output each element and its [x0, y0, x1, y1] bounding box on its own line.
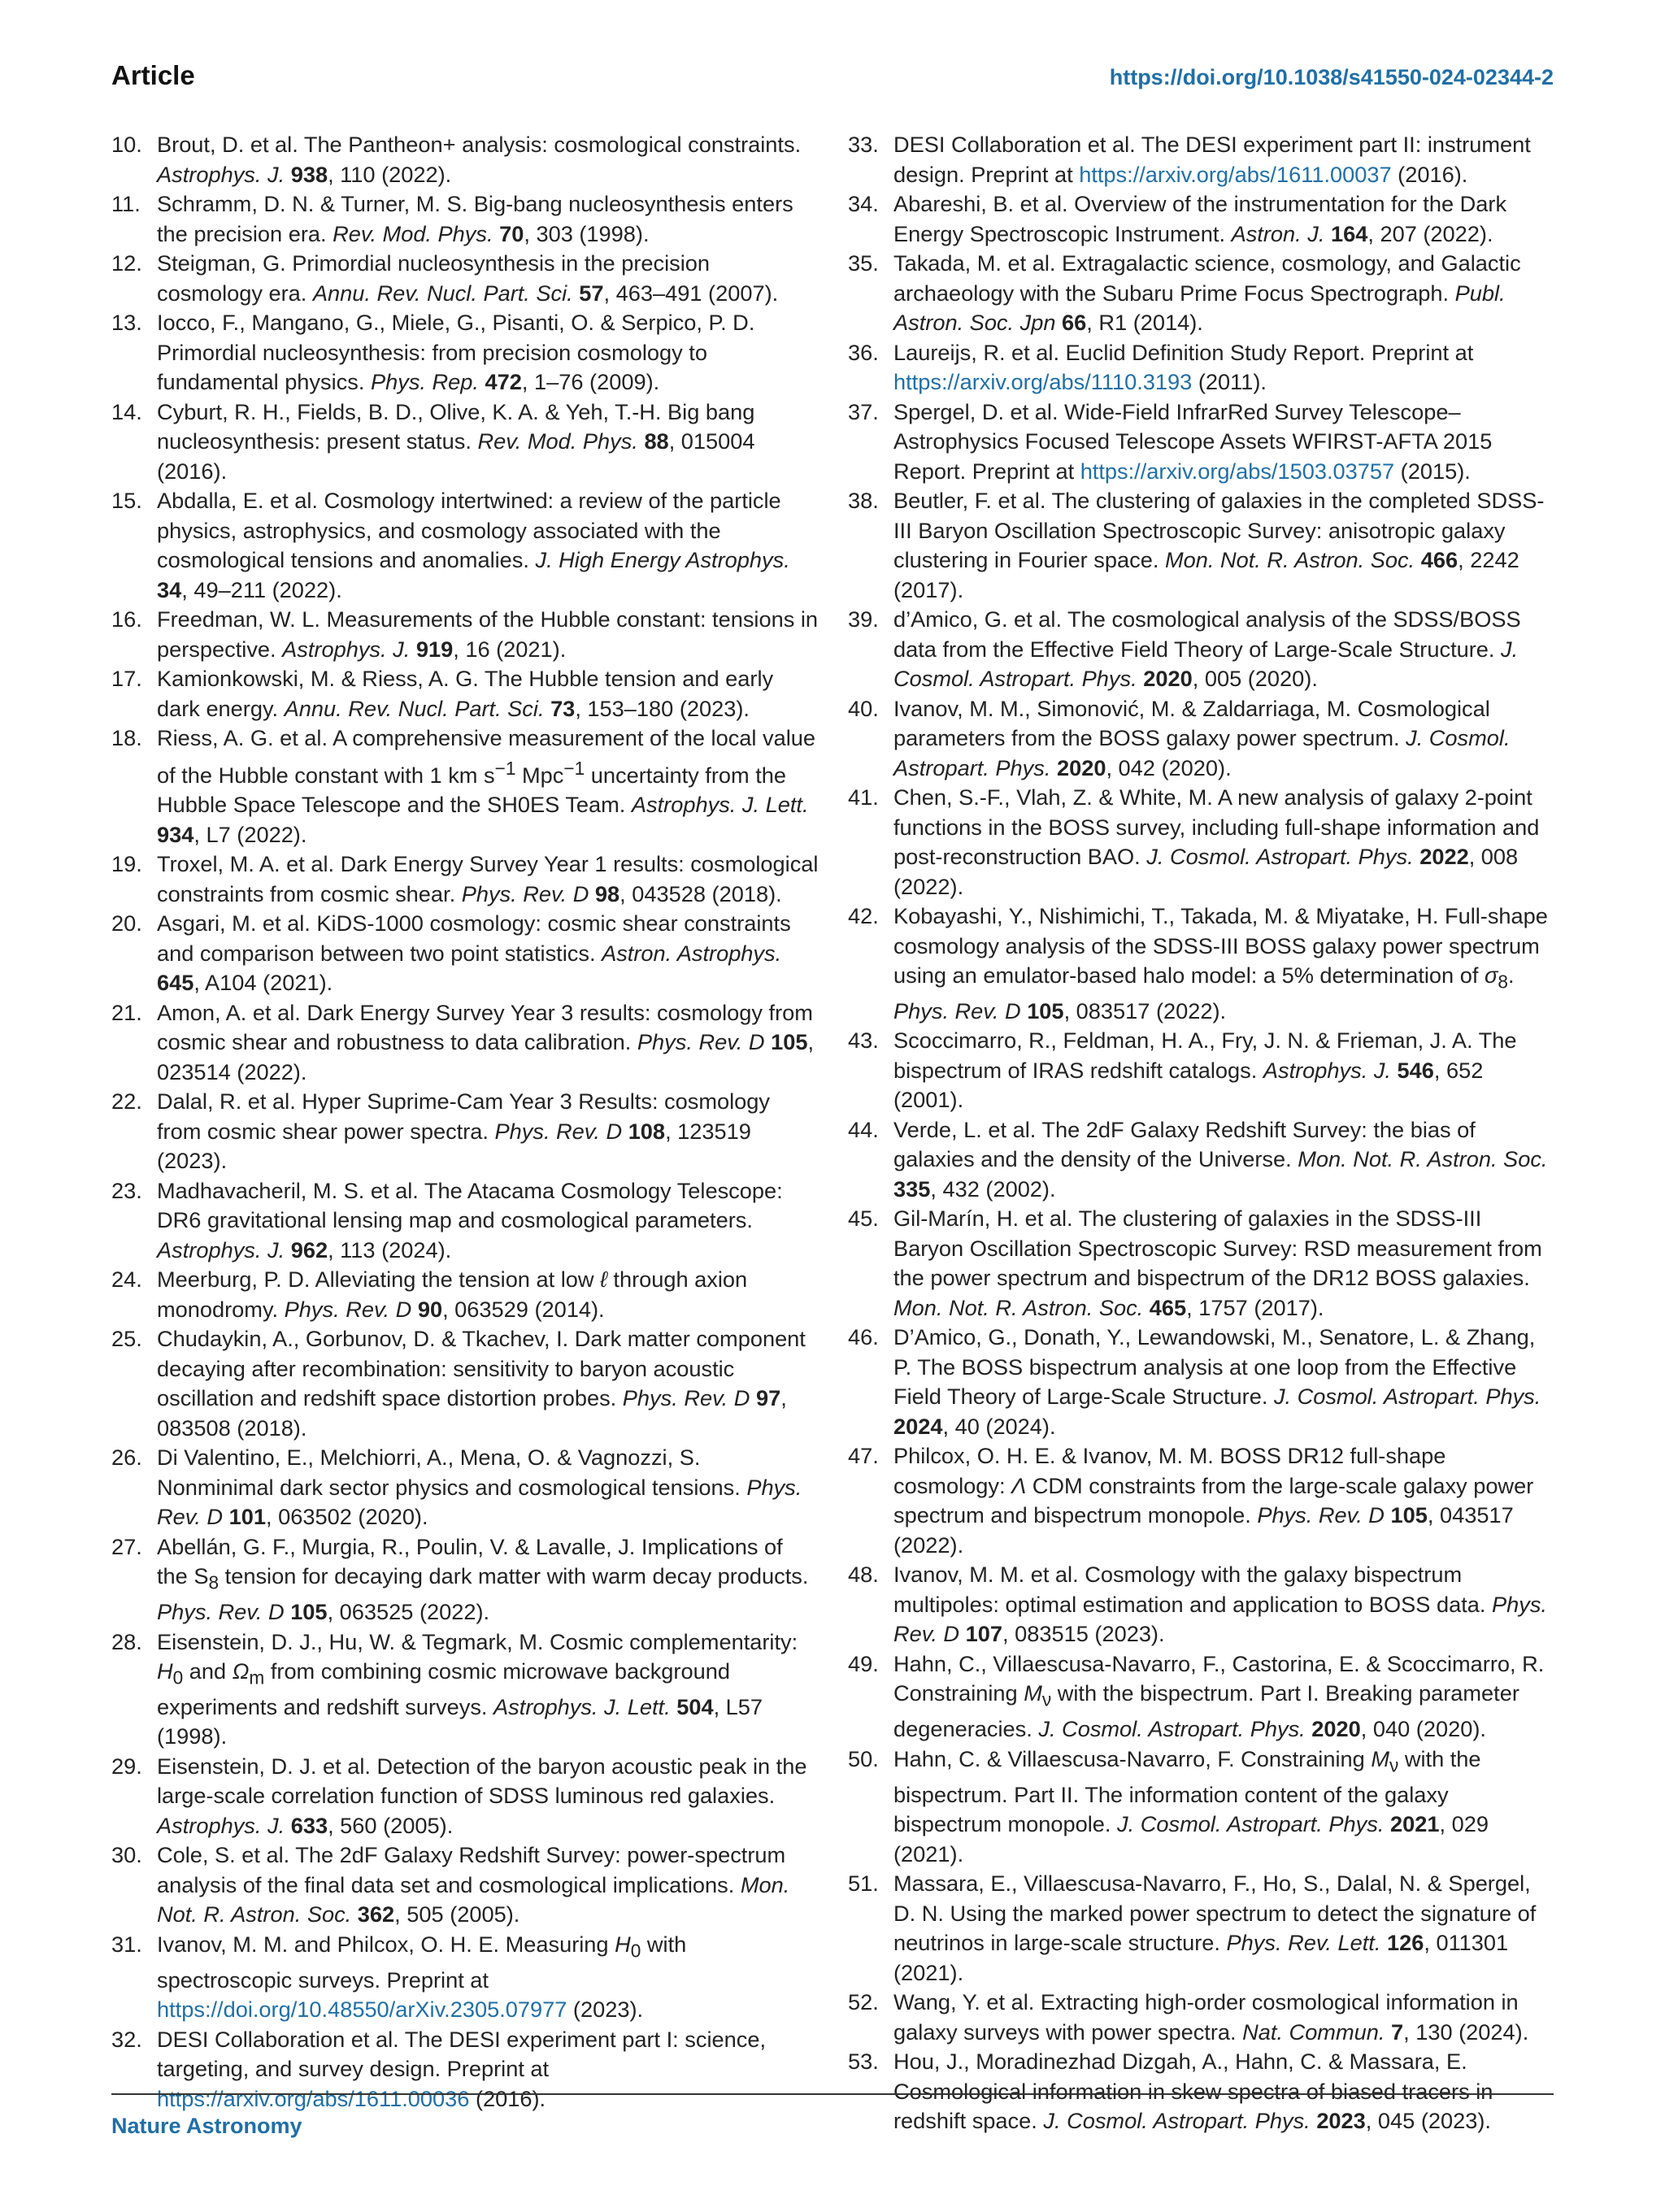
reference-number: 31.	[111, 1931, 142, 1957]
reference-text: Freedman, W. L. Measurements of the Hubble constant: tensions in perspective. Astrophys. J. 919, 16 (2021).	[157, 606, 819, 662]
reference-item	[848, 130, 1555, 189]
reference-number: 48.	[848, 1562, 879, 1588]
reference-item	[111, 724, 819, 850]
reference-item	[848, 486, 1555, 605]
reference-item	[848, 783, 1555, 902]
reference-item	[848, 1869, 1555, 1988]
reference-item	[111, 2025, 819, 2114]
reference-item	[111, 1087, 819, 1176]
reference-item	[111, 1840, 819, 1930]
reference-item	[111, 189, 819, 249]
reference-text: Eisenstein, D. J., Hu, W. & Tegmark, M. Cosmic complementarity: $H_0$ and $\Omega_m$ from combining cosmic microwave background experiments and redshift surveys. Astrophys. J. Lett. 504, L57 (1998).	[157, 1628, 798, 1749]
reference-item	[111, 1627, 819, 1752]
reference-text: Takada, M. et al. Extragalactic science, cosmology, and Galactic archaeology with the Subaru Prime Focus Spectrograph. Publ. Astron. Soc. Jpn 66, R1 (2014).	[893, 250, 1521, 335]
reference-text: Abellán, G. F., Murgia, R., Poulin, V. & Lavalle, J. Implications of the $S_8$ tension for decaying dark matter with warm decay products. Phys. Rev. D 105, 063525 (2022).	[157, 1533, 809, 1624]
reference-item	[848, 189, 1555, 249]
reference-item	[848, 1441, 1555, 1560]
reference-text: Abdalla, E. et al. Cosmology intertwined: a review of the particle physics, astrophysics, and cosmology associated with the cosmological tensions and anomalies. J. High Energy Astrophys. 34, 49–211 (2022).	[157, 488, 790, 602]
reference-item	[848, 1026, 1555, 1115]
reference-number: 46.	[848, 1324, 879, 1350]
reference-item	[848, 398, 1555, 487]
reference-text: Iocco, F., Mangano, G., Miele, G., Pisanti, O. & Serpico, P. D. Primordial nucleosynthesis: from precision cosmology to fundamental physics. Phys. Rep. 472, 1–76 (2009).	[157, 310, 755, 394]
reference-text: Hahn, C. & Villaescusa-Navarro, F. Constraining $M_\nu$ with the bispectrum. Part II. The information content of the galaxy bispectrum monopole. J. Cosmol. Astropart. Phys. 2021, 029 (2021).	[893, 1745, 1489, 1867]
reference-number: 17.	[111, 666, 142, 691]
reference-number: 27.	[111, 1533, 142, 1559]
reference-text: Massara, E., Villaescusa-Navarro, F., Ho, S., Dalal, N. & Spergel, D. N. Using the marked power spectrum to detect the signature of neutrinos in large-scale structure. Phys. Rev. Lett. 126, 011301 (2021).	[893, 1871, 1537, 1985]
reference-number: 39.	[848, 606, 879, 632]
reference-text: Abareshi, B. et al. Overview of the instrumentation for the Dark Energy Spectroscopic Instrument. Astron. J. 164, 207 (2022).	[893, 191, 1507, 246]
reference-item	[111, 1176, 819, 1266]
reference-number: 28.	[111, 1628, 142, 1654]
reference-item	[111, 1752, 819, 1841]
reference-item	[848, 694, 1555, 784]
reference-number: 42.	[848, 903, 879, 928]
reference-number: 34.	[848, 191, 879, 216]
reference-number: 41.	[848, 784, 879, 810]
reference-item	[848, 605, 1555, 694]
reference-item	[111, 998, 819, 1088]
reference-number: 13.	[111, 310, 142, 335]
reference-number: 32.	[111, 2026, 142, 2052]
reference-text: Laureijs, R. et al. Euclid Definition Study Report. Preprint at https://arxiv.org/abs/1110.3193 (2011).	[893, 339, 1474, 394]
reference-text: Troxel, M. A. et al. Dark Energy Survey Year 1 results: cosmological constraints from cosmic shear. Phys. Rev. D 98, 043528 (2018).	[157, 851, 819, 906]
reference-number: 37.	[848, 398, 879, 424]
reference-item	[848, 1745, 1555, 1869]
reference-number: 25.	[111, 1326, 142, 1352]
reference-item	[111, 850, 819, 909]
reference-item	[111, 486, 819, 605]
reference-text: Meerburg, P. D. Alleviating the tension at low ℓ through axion monodromy. Phys. Rev. D 90, 063529 (2014).	[157, 1267, 748, 1322]
section-label: Article	[111, 60, 195, 90]
reference-link[interactable]: https://arxiv.org/abs/1503.03757	[1080, 458, 1395, 484]
reference-item	[111, 249, 819, 308]
reference-number: 49.	[848, 1650, 879, 1676]
references-right-column	[848, 130, 1555, 2136]
reference-text: Kobayashi, Y., Nishimichi, T., Takada, M. & Miyatake, H. Full-shape cosmology analysis of the SDSS-III BOSS galaxy power spectrum using an emulator-based halo model: a 5% determination of $\sigma_8$. Phys. Rev. D 105, 083517 (2022).	[893, 903, 1548, 1023]
reference-number: 51.	[848, 1871, 879, 1897]
reference-text: Brout, D. et al. The Pantheon+ analysis: cosmological constraints. Astrophys. J. 938, 110 (2022).	[157, 132, 802, 187]
reference-item	[111, 1930, 819, 2025]
reference-text: D’Amico, G., Donath, Y., Lewandowski, M., Senatore, L. & Zhang, P. The BOSS bispectrum analysis at one loop from the Effective Field Theory of Large-Scale Structure. J. Cosmol. Astropart. Phys. 2024, 40 (2024).	[893, 1324, 1541, 1439]
reference-text: Hou, J., Moradinezhad Dizgah, A., Hahn, C. & Massara, E. Cosmological information in skew spectra of biased tracers in redshift space. J. Cosmol. Astropart. Phys. 2023, 045 (2023).	[893, 2049, 1493, 2134]
reference-link[interactable]: https://doi.org/10.48550/arXiv.2305.07977	[157, 1997, 567, 2023]
reference-number: 36.	[848, 339, 879, 365]
footer-divider	[111, 2093, 1554, 2095]
reference-item	[848, 338, 1555, 398]
reference-item	[848, 2047, 1555, 2136]
reference-number: 15.	[111, 488, 142, 513]
reference-number: 21.	[111, 999, 142, 1025]
reference-item	[111, 1443, 819, 1532]
reference-text: Gil-Marín, H. et al. The clustering of galaxies in the SDSS-III Baryon Oscillation Spectroscopic Survey: RSD measurement from the power spectrum and bispectrum of the DR12 BOSS galaxies. Mon. Not. R. Astron. Soc. 465, 1757 (2017).	[893, 1206, 1542, 1320]
reference-text: Steigman, G. Primordial nucleosynthesis in the precision cosmology era. Annu. Rev. Nucl. Part. Sci. 57, 463–491 (2007).	[157, 250, 779, 306]
reference-text: Riess, A. G. et al. A comprehensive measurement of the local value of the Hubble constant with 1 km $s^{-1}$ Mpc$^{-1}$ uncertainty from the Hubble Space Telescope and the SH0ES Team. Astrophys. J. Lett. 934, L7 (2022).	[157, 725, 815, 847]
reference-item	[111, 909, 819, 998]
reference-text: Spergel, D. et al. Wide-Field InfrarRed Survey Telescope–Astrophysics Focused Telescope Assets WFIRST-AFTA 2015 Report. Preprint at https://arxiv.org/abs/1503.03757 (2015).	[893, 398, 1493, 484]
reference-number: 50.	[848, 1745, 879, 1771]
references-left-column	[111, 130, 819, 2114]
reference-text: Chen, S.-F., Vlah, Z. & White, M. A new analysis of galaxy 2-point functions in the BOSS survey, including full-shape information and post-reconstruction BAO. J. Cosmol. Astropart. Phys. 2022, 008 (2022).	[893, 784, 1540, 899]
reference-number: 35.	[848, 250, 879, 276]
reference-link[interactable]: https://arxiv.org/abs/1611.00037	[1079, 161, 1392, 187]
reference-link[interactable]: https://arxiv.org/abs/1611.00036	[157, 2085, 470, 2111]
reference-item	[848, 249, 1555, 338]
reference-number: 23.	[111, 1177, 142, 1203]
reference-number: 52.	[848, 1989, 879, 2015]
reference-number: 30.	[111, 1842, 142, 1868]
reference-text: Beutler, F. et al. The clustering of galaxies in the completed SDSS-III Baryon Oscillation Spectroscopic Survey: anisotropic galaxy clustering in Fourier space. Mon. Not. R. Astron. Soc. 466, 2242 (2017).	[893, 488, 1545, 602]
reference-number: 43.	[848, 1028, 879, 1054]
reference-number: 16.	[111, 606, 142, 632]
reference-number: 24.	[111, 1267, 142, 1293]
reference-number: 11.	[111, 191, 141, 216]
reference-item	[848, 1988, 1555, 2047]
reference-number: 14.	[111, 398, 142, 424]
reference-number: 53.	[848, 2049, 879, 2075]
reference-item	[848, 1560, 1555, 1649]
reference-link[interactable]: https://arxiv.org/abs/1110.3193	[893, 369, 1193, 394]
reference-number: 38.	[848, 488, 879, 513]
reference-number: 12.	[111, 250, 142, 276]
reference-number: 29.	[111, 1753, 142, 1779]
reference-text: Kamionkowski, M. & Riess, A. G. The Hubble tension and early dark energy. Annu. Rev. Nucl. Part. Sci. 73, 153–180 (2023).	[157, 666, 774, 721]
reference-item	[848, 1649, 1555, 1745]
reference-number: 20.	[111, 910, 142, 937]
reference-text: Wang, Y. et al. Extracting high-order cosmological information in galaxy surveys with power spectra. Nat. Commun. 7, 130 (2024).	[893, 1989, 1529, 2045]
reference-item	[111, 1324, 819, 1443]
reference-item	[111, 1265, 819, 1324]
reference-text: Di Valentino, E., Melchiorri, A., Mena, O. & Vagnozzi, S. Nonminimal dark sector physics and cosmological tensions. Phys. Rev. D 101, 063502 (2020).	[157, 1445, 802, 1530]
reference-text: Ivanov, M. M. and Philcox, O. H. E. Measuring $H_0$ with spectroscopic surveys. Preprint at https://doi.org/10.48550/arXiv.2305.07977 (2023).	[157, 1931, 687, 2023]
reference-text: Ivanov, M. M., Simonović, M. & Zaldarriaga, M. Cosmological parameters from the BOSS galaxy power spectrum. J. Cosmol. Astropart. Phys. 2020, 042 (2020).	[893, 695, 1511, 780]
reference-text: DESI Collaboration et al. The DESI experiment part II: instrument design. Preprint at https://arxiv.org/abs/1611.00037 (2016).	[893, 132, 1531, 187]
journal-name: Nature Astronomy	[111, 2114, 302, 2138]
reference-number: 10.	[111, 132, 142, 157]
reference-number: 44.	[848, 1116, 879, 1142]
doi-link[interactable]: https://doi.org/10.1038/s41550-024-02344-2	[1109, 65, 1554, 89]
reference-text: Scoccimarro, R., Feldman, H. A., Fry, J. N. & Frieman, J. A. The bispectrum of IRAS redshift catalogs. Astrophys. J. 546, 652 (2001).	[893, 1028, 1517, 1113]
reference-item	[848, 1323, 1555, 1441]
reference-text: d’Amico, G. et al. The cosmological analysis of the SDSS/BOSS data from the Effective Field Theory of Large-Scale Structure. J. Cosmol. Astropart. Phys. 2020, 005 (2020).	[893, 606, 1521, 691]
reference-text: Madhavacheril, M. S. et al. The Atacama Cosmology Telescope: DR6 gravitational lensing map and cosmological parameters. Astrophys. J. 962, 113 (2024).	[157, 1177, 783, 1262]
reference-item	[111, 398, 819, 487]
reference-text: Philcox, O. H. E. & Ivanov, M. M. BOSS DR12 full-shape cosmology: Λ CDM constraints from the large-scale galaxy power spectrum and bispectrum monopole. Phys. Rev. D 105, 043517 (2022).	[893, 1443, 1534, 1558]
reference-number: 26.	[111, 1445, 142, 1471]
reference-text: Ivanov, M. M. et al. Cosmology with the galaxy bispectrum multipoles: optimal estimation and application to BOSS data. Phys. Rev. D 107, 083515 (2023).	[893, 1562, 1547, 1647]
reference-text: Dalal, R. et al. Hyper Suprime-Cam Year 3 Results: cosmology from cosmic shear power spectra. Phys. Rev. D 108, 123519 (2023).	[157, 1089, 771, 1174]
reference-number: 19.	[111, 851, 142, 877]
reference-item	[848, 1204, 1555, 1323]
reference-number: 47.	[848, 1443, 879, 1469]
reference-item	[111, 664, 819, 724]
reference-number: 33.	[848, 132, 879, 157]
reference-text: Chudaykin, A., Gorbunov, D. & Tkachev, I. Dark matter component decaying after recombination: sensitivity to baryon acoustic oscillation and redshift space distortion probes. Phys. Rev. D 97, 083508 (2018).	[157, 1326, 806, 1441]
reference-number: 45.	[848, 1206, 879, 1232]
reference-item	[848, 1115, 1555, 1205]
reference-text: Amon, A. et al. Dark Energy Survey Year 3 results: cosmology from cosmic shear and robustness to data calibration. Phys. Rev. D 105, 023514 (2022).	[157, 999, 815, 1084]
reference-text: Hahn, C., Villaescusa-Navarro, F., Castorina, E. & Scoccimarro, R. Constraining $M_\nu$ with the bispectrum. Part I. Breaking parameter degeneracies. J. Cosmol. Astropart. Phys. 2020, 040 (2020).	[893, 1650, 1545, 1742]
reference-item	[111, 308, 819, 398]
reference-item	[111, 1532, 819, 1627]
reference-text: Cole, S. et al. The 2dF Galaxy Redshift Survey: power-spectrum analysis of the final data set and cosmological implications. Mon. Not. R. Astron. Soc. 362, 505 (2005).	[157, 1842, 790, 1927]
reference-item	[111, 130, 819, 189]
reference-text: Eisenstein, D. J. et al. Detection of the baryon acoustic peak in the large-scale correlation function of SDSS luminous red galaxies. Astrophys. J. 633, 560 (2005).	[157, 1753, 807, 1838]
reference-item	[111, 605, 819, 664]
reference-number: 40.	[848, 695, 879, 721]
reference-text: Cyburt, R. H., Fields, B. D., Olive, K. A. & Yeh, T.-H. Big bang nucleosynthesis: present status. Rev. Mod. Phys. 88, 015004 (2016).	[157, 398, 755, 484]
reference-text: Schramm, D. N. & Turner, M. S. Big-bang nucleosynthesis enters the precision era. Rev. Mod. Phys. 70, 303 (1998).	[157, 191, 793, 246]
reference-number: 22.	[111, 1089, 142, 1115]
reference-text: DESI Collaboration et al. The DESI experiment part I: science, targeting, and survey design. Preprint at https://arxiv.org/abs/1611.00036 (2016).	[157, 2026, 767, 2111]
reference-text: Asgari, M. et al. KiDS-1000 cosmology: cosmic shear constraints and comparison between two point statistics. Astron. Astrophys. 645, A104 (2021).	[157, 910, 791, 996]
reference-text: Verde, L. et al. The 2dF Galaxy Redshift Survey: the bias of galaxies and the density of the Universe. Mon. Not. R. Astron. Soc. 335, 432 (2002).	[893, 1116, 1548, 1202]
reference-number: 18.	[111, 725, 142, 750]
reference-item	[848, 902, 1555, 1026]
